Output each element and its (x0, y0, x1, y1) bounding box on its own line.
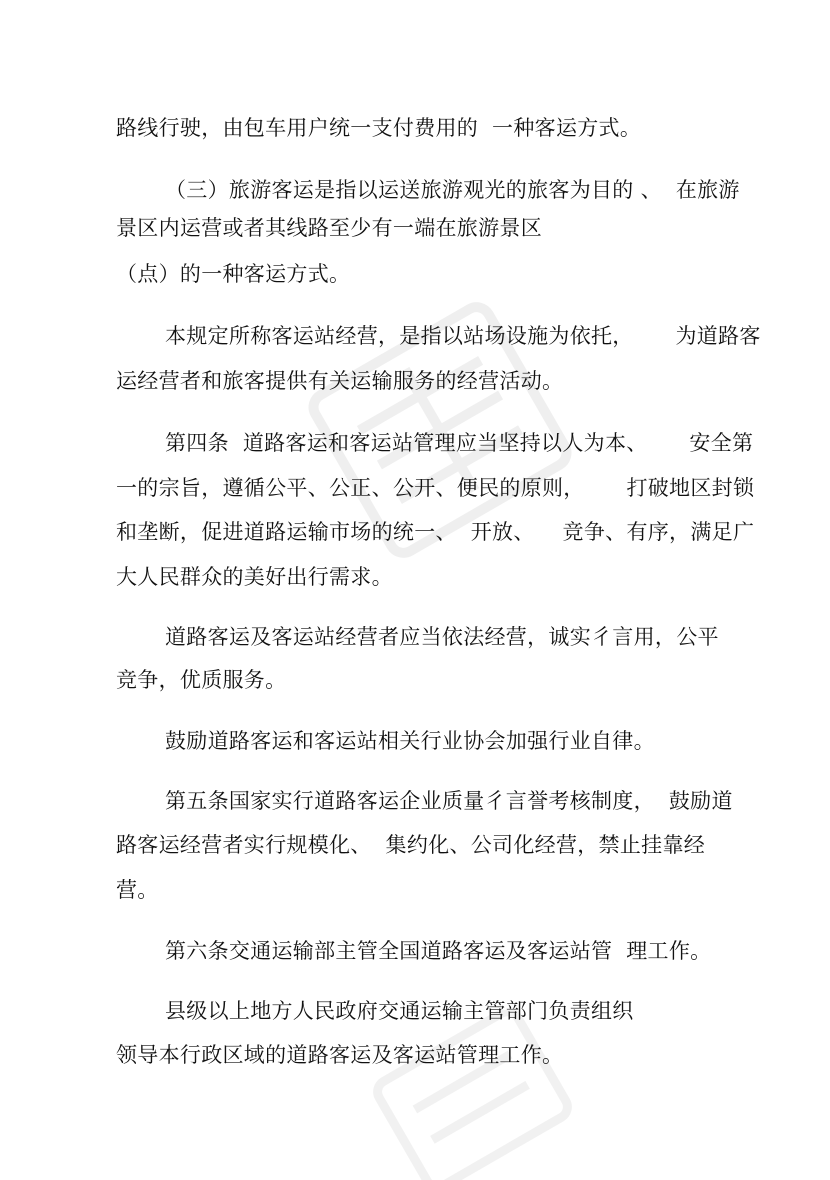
text-line-9: 和垄断，促进道路运输市场的统一、 开放、 竞争、有序，满足广 (116, 520, 755, 544)
watermark-logo-bottom (360, 1010, 580, 1180)
text-line-10: 大人民群众的美好出行需求。 (116, 565, 393, 589)
text-line-4: （点）的一种客运方式。 (116, 262, 351, 286)
text-line-6: 运经营者和旅客提供有关运输服务的经营活动。 (116, 369, 564, 393)
text-line-14: 第五条国家实行道路客运企业质量彳言誉考核制度， 鼓励道 (165, 789, 733, 813)
text-line-16: 营。 (116, 878, 159, 902)
text-line-18: 县级以上地方人民政府交通运输主管部门负责组织 (165, 999, 634, 1023)
text-line-11: 道路客运及客运站经营者应当依法经营，诚实彳言用，公平 (165, 625, 719, 649)
text-line-7: 第四条 道路客运和客运站管理应当坚持以人为本、 安全第 (165, 431, 754, 455)
text-line-15: 路客运经营者实行规模化、 集约化、公司化经营，禁止挂靠经 (116, 833, 706, 857)
text-line-3: 景区内运营或者其线路至少有一端在旅游景区 (116, 216, 542, 240)
text-line-12: 竞争，优质服务。 (116, 668, 287, 692)
text-line-8: 一的宗旨，遵循公平、公正、公开、便民的原则， 打破地区封锁 (116, 476, 755, 500)
text-line-19: 领导本行政区域的道路客运及客运站管理工作。 (116, 1043, 564, 1067)
text-line-2: （三）旅游客运是指以运送旅游观光的旅客为目的 、 在旅游 (165, 178, 740, 202)
text-line-5: 本规定所称客运站经营，是指以站场设施为依托， 为道路客 (165, 324, 761, 348)
text-line-13: 鼓励道路客运和客运站相关行业协会加强行业自律。 (165, 729, 655, 753)
text-line-1: 路线行驶，由包车用户统一支付费用的 一种客运方式。 (116, 116, 642, 140)
text-line-17: 第六条交通运输部主管全国道路客运及客运站管 理工作。 (165, 939, 712, 963)
